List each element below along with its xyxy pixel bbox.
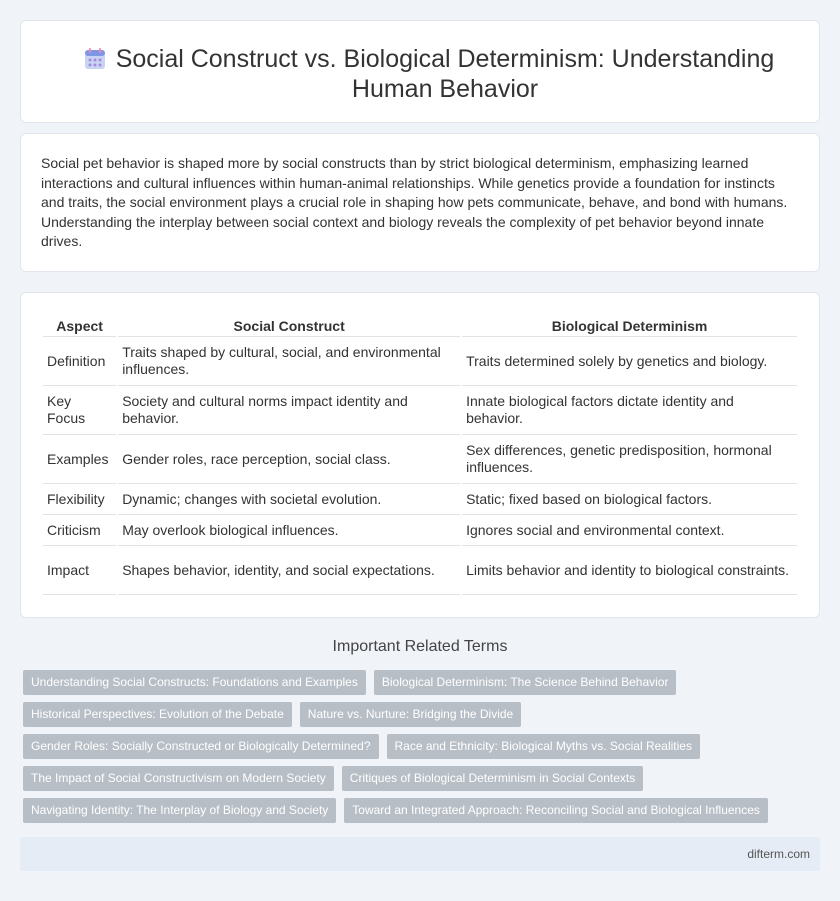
table-cell: Key Focus bbox=[43, 386, 116, 435]
table-cell: Society and cultural norms impact identity and behavior. bbox=[118, 386, 460, 435]
related-term-tag[interactable]: Nature vs. Nurture: Bridging the Divide bbox=[300, 702, 521, 727]
table-header-aspect: Aspect bbox=[43, 315, 116, 337]
intro-text: Social pet behavior is shaped more by social constructs than by strict biological determinism, emphasizing learned interactions and cultural influences within human-animal relationships. While genetics provide a foundation for instincts and traits, the social environment plays a crucial role in shaping how pets communicate, behave, and bond with humans. Understanding the interplay between social context and biology reveals the complexity of pet behavior beyond innate drives. bbox=[41, 155, 788, 250]
table-cell: May overlook biological influences. bbox=[118, 515, 460, 546]
table-cell: Flexibility bbox=[43, 484, 116, 515]
table-cell: Traits determined solely by genetics and biology. bbox=[462, 337, 797, 386]
calendar-icon bbox=[83, 47, 107, 71]
table-cell: Gender roles, race perception, social class. bbox=[118, 435, 460, 484]
table-header-social: Social Construct bbox=[118, 315, 460, 337]
related-term-tag[interactable]: Understanding Social Constructs: Foundations and Examples bbox=[23, 670, 366, 695]
table-row bbox=[43, 546, 797, 595]
footer-bar bbox=[20, 837, 820, 871]
related-term-tag[interactable]: The Impact of Social Constructivism on Modern Society bbox=[23, 766, 334, 791]
page-title: Social Construct vs. Biological Determinism: Understanding Human Behavior bbox=[115, 45, 775, 103]
table-cell: Definition bbox=[43, 337, 116, 386]
table-row bbox=[43, 484, 797, 515]
table-cell: Examples bbox=[43, 435, 116, 484]
table-row bbox=[43, 435, 797, 484]
comparison-table bbox=[41, 315, 799, 595]
footer-site-link[interactable]: difterm.com bbox=[747, 847, 810, 861]
table-row bbox=[43, 515, 797, 546]
related-term-tag[interactable]: Critiques of Biological Determinism in Social Contexts bbox=[342, 766, 643, 791]
table-cell: Traits shaped by cultural, social, and environmental influences. bbox=[118, 337, 460, 386]
table-row bbox=[43, 337, 797, 386]
table-cell: Limits behavior and identity to biological constraints. bbox=[462, 546, 797, 595]
related-term-tag[interactable]: Biological Determinism: The Science Behind Behavior bbox=[374, 670, 677, 695]
related-term-tag[interactable]: Gender Roles: Socially Constructed or Biologically Determined? bbox=[23, 734, 379, 759]
table-row bbox=[43, 386, 797, 435]
related-terms-title: Important Related Terms bbox=[332, 638, 508, 655]
related-term-tag[interactable]: Race and Ethnicity: Biological Myths vs. Social Realities bbox=[387, 734, 700, 759]
table-header-biological: Biological Determinism bbox=[462, 315, 797, 337]
related-terms-list bbox=[23, 670, 813, 830]
table-cell: Ignores social and environmental context. bbox=[462, 515, 797, 546]
table-cell: Dynamic; changes with societal evolution. bbox=[118, 484, 460, 515]
table-cell: Impact bbox=[43, 546, 116, 595]
comparison-card bbox=[20, 292, 820, 618]
table-cell: Static; fixed based on biological factors. bbox=[462, 484, 797, 515]
table-cell: Criticism bbox=[43, 515, 116, 546]
table-cell: Shapes behavior, identity, and social expectations. bbox=[118, 546, 460, 595]
intro-card bbox=[20, 133, 820, 272]
related-term-tag[interactable]: Historical Perspectives: Evolution of the Debate bbox=[23, 702, 292, 727]
header-card bbox=[20, 20, 820, 123]
related-term-tag[interactable]: Navigating Identity: The Interplay of Biology and Society bbox=[23, 798, 336, 823]
table-cell: Sex differences, genetic predisposition, hormonal influences. bbox=[462, 435, 797, 484]
table-cell: Innate biological factors dictate identity and behavior. bbox=[462, 386, 797, 435]
related-term-tag[interactable]: Toward an Integrated Approach: Reconciling Social and Biological Influences bbox=[344, 798, 768, 823]
